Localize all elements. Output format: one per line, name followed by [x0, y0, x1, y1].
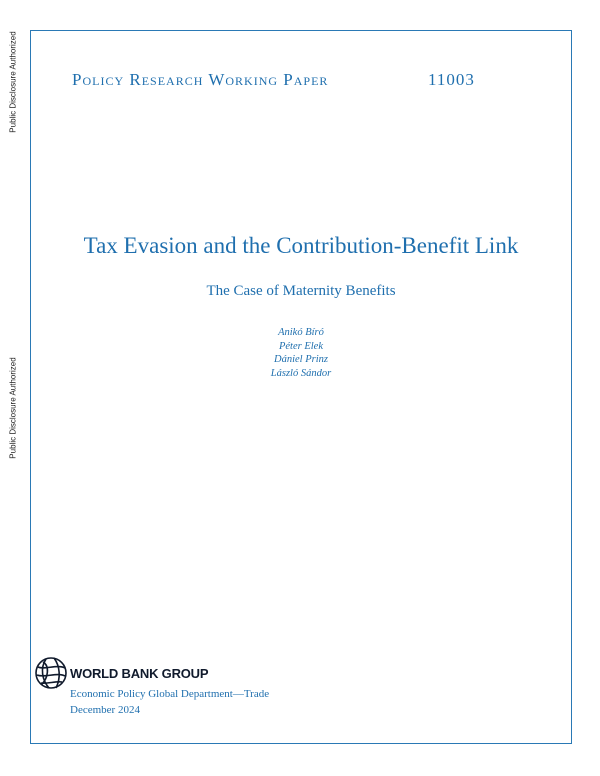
paper-title: Tax Evasion and the Contribution-Benefit Link	[83, 233, 519, 258]
disclosure-label-top: Public Disclosure Authorized	[8, 31, 18, 133]
paper-subtitle: The Case of Maternity Benefits	[206, 283, 396, 299]
author-name: Anikó Bíró	[278, 327, 324, 338]
disclosure-label-bottom: Public Disclosure Authorized	[8, 357, 18, 459]
cover-frame	[30, 30, 572, 744]
organization-logo-text: WORLD BANK GROUP	[70, 666, 209, 681]
series-number: 11003	[428, 70, 475, 89]
author-name: Péter Elek	[278, 340, 323, 352]
author-name: László Sándor	[270, 367, 332, 379]
world-bank-globe-icon	[34, 656, 68, 690]
author-name: Dániel Prinz	[274, 354, 328, 365]
author-list	[30, 326, 572, 380]
publication-date: December 2024	[70, 704, 140, 716]
department-name: Economic Policy Global Department—Trade	[70, 688, 270, 700]
series-name: Policy Research Working Paper	[72, 70, 329, 89]
